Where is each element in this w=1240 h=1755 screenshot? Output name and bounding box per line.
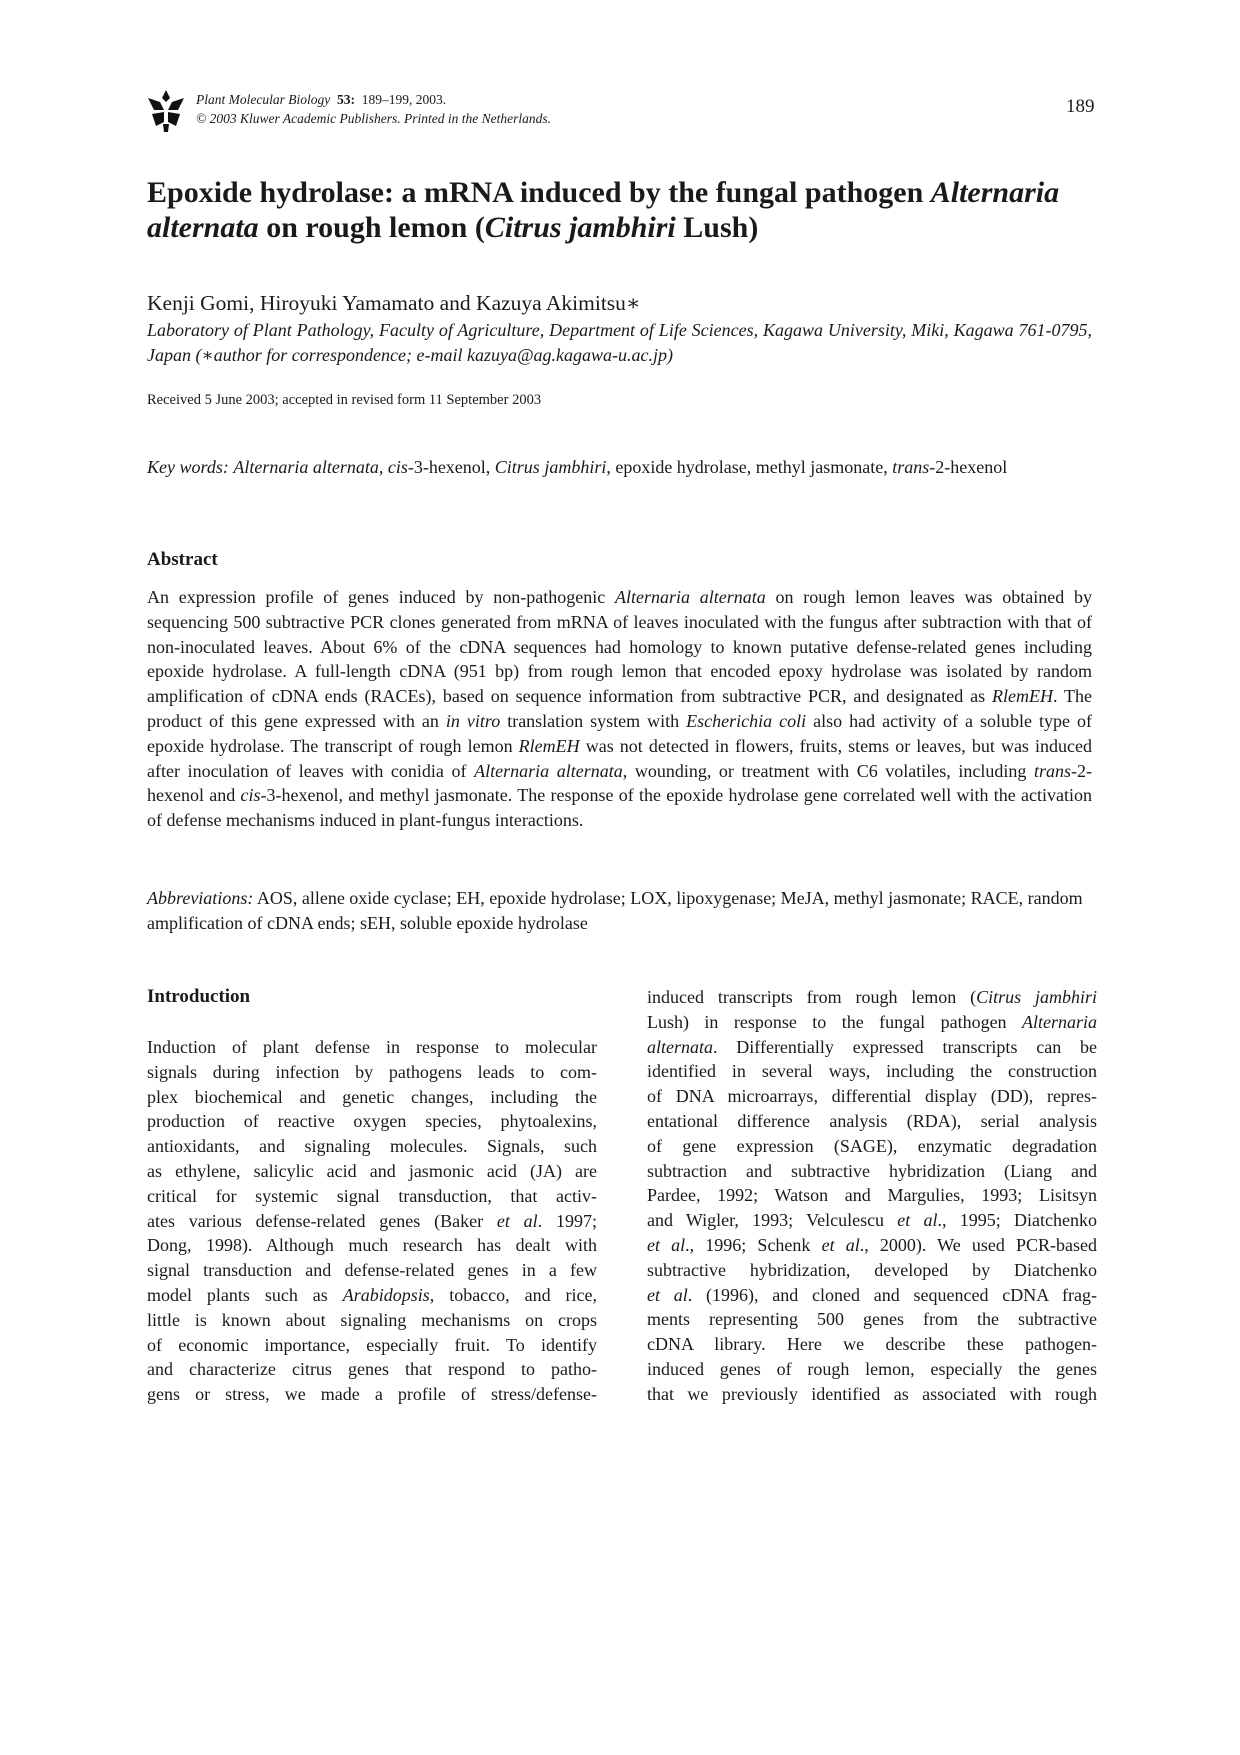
abstract-body: An expression profile of genes induced by non-pathogenic Alternaria alternata on rough lemon leaves was obtained by sequencing 500 subtractive PCR clones generated from mRNA of leaves inoculated with the fungus after subtraction with that of non-inoculated leaves. About 6% of the cDNA sequences had homology to known putative defense-related genes including epoxide hydrolase. A full-length cDNA (951 bp) from rough lemon that encoded epoxy hydrolase was isolated by random amplification of cDNA ends (RACEs), based on sequence information from subtractive PCR, and designated as RlemEH. The product of this gene expressed with an in vitro translation system with Escherichia coli also had activity of a soluble type of epoxide hydrolase. The transcript of rough lemon RlemEH was not detected in flowers, fruits, stems or leaves, but was induced after inoculation of leaves with conidia of Alternaria alternata, wounding, or treatment with C6 volatiles, including trans-2-hexenol and cis-3-hexenol, and methyl jasmonate. The response of the epoxide hydrolase gene correlated well with the activation of defense mechanisms induced in plant-fungus interactions. <box>147 587 1093 831</box>
abstract-heading: Abstract <box>147 549 218 570</box>
paper-title: Epoxide hydrolase: a mRNA induced by the fungal pathogen Alternaria alternata on rough lemon (Citrus jambhiri Lush) <box>147 176 1060 244</box>
abbreviations: Abbreviations: AOS, allene oxide cyclase; EH, epoxide hydrolase; LOX, lipoxygenase; MeJA, methyl jasmonate; RACE, random amplification of cDNA ends; sEH, soluble epoxide hydrolase <box>147 888 1083 933</box>
keywords: Key words: Alternaria alternata, cis-3-hexenol, Citrus jambhiri, epoxide hydrolase, methyl jasmonate, trans-2-hexenol <box>147 457 1008 477</box>
copyright-line: © 2003 Kluwer Academic Publishers. Printed in the Netherlands. <box>196 111 551 126</box>
introduction-heading: Introduction <box>147 986 251 1007</box>
page-number: 189 <box>1066 96 1095 117</box>
received-date: Received 5 June 2003; accepted in revised form 11 September 2003 <box>147 392 542 408</box>
journal-name: Plant Molecular Biology <box>196 92 331 107</box>
journal-volume: 53: <box>336 92 355 107</box>
journal-header <box>196 90 551 128</box>
journal-pages: 189–199, 2003. <box>361 92 447 107</box>
introduction-right-column: induced transcripts from rough lemon (Citrus jambhiri Lush) in response to the fungal pathogen Alternaria alternata. Differentially expressed transcripts can be identified in several ways, including the construction of DNA microarrays, differential display (DD), repres- entational difference analysis (RDA), serial analysis of gene expression (SAGE), enzymatic degradation subtraction and subtractive hybridization (Liang and Pardee, 1992; Watson and Margulies, 1993; Lisitsyn and Wigler, 1993; Velculescu et al., 1995; Diatchenko et al., 1996; Schenk et al., 2000). We used PCR-based subtractive hybridization, developed by Diatchenko et al. (1996), and cloned and sequenced cDNA frag- ments representing 500 genes from the subtractive cDNA library. Here we describe these pathogen- induced genes of rough lemon, especially the genes that we previously identified as associated with rough <box>647 987 1097 1404</box>
authors: Kenji Gomi, Hiroyuki Yamamato and Kazuya Akimitsu∗ <box>147 291 641 315</box>
affiliation: Laboratory of Plant Pathology, Faculty of Agriculture, Department of Life Sciences, Kagawa University, Miki, Kagawa 761-0795, Japan (∗author for correspondence; e-mail kazuya@ag.kagawa-u.ac.jp) <box>147 320 1092 365</box>
introduction-left-column: Induction of plant defense in response to molecular signals during infection by pathogens leads to com- plex biochemical and genetic changes, including the production of reactive oxygen species, phytoalexins, antioxidants, and signaling molecules. Signals, such as ethylene, salicylic acid and jasmonic acid (JA) are critical for systemic signal transduction, that activ- ates various defense-related genes (Baker et al. 1997; Dong, 1998). Although much research has dealt with signal transduction and defense-related genes in a few model plants such as Arabidopsis, tobacco, and rice, little is known about signaling mechanisms on crops of economic importance, especially fruit. To identify and characterize citrus genes that respond to patho- gens or stress, we made a profile of stress/defense- <box>147 1037 597 1405</box>
publisher-logo <box>146 88 186 132</box>
